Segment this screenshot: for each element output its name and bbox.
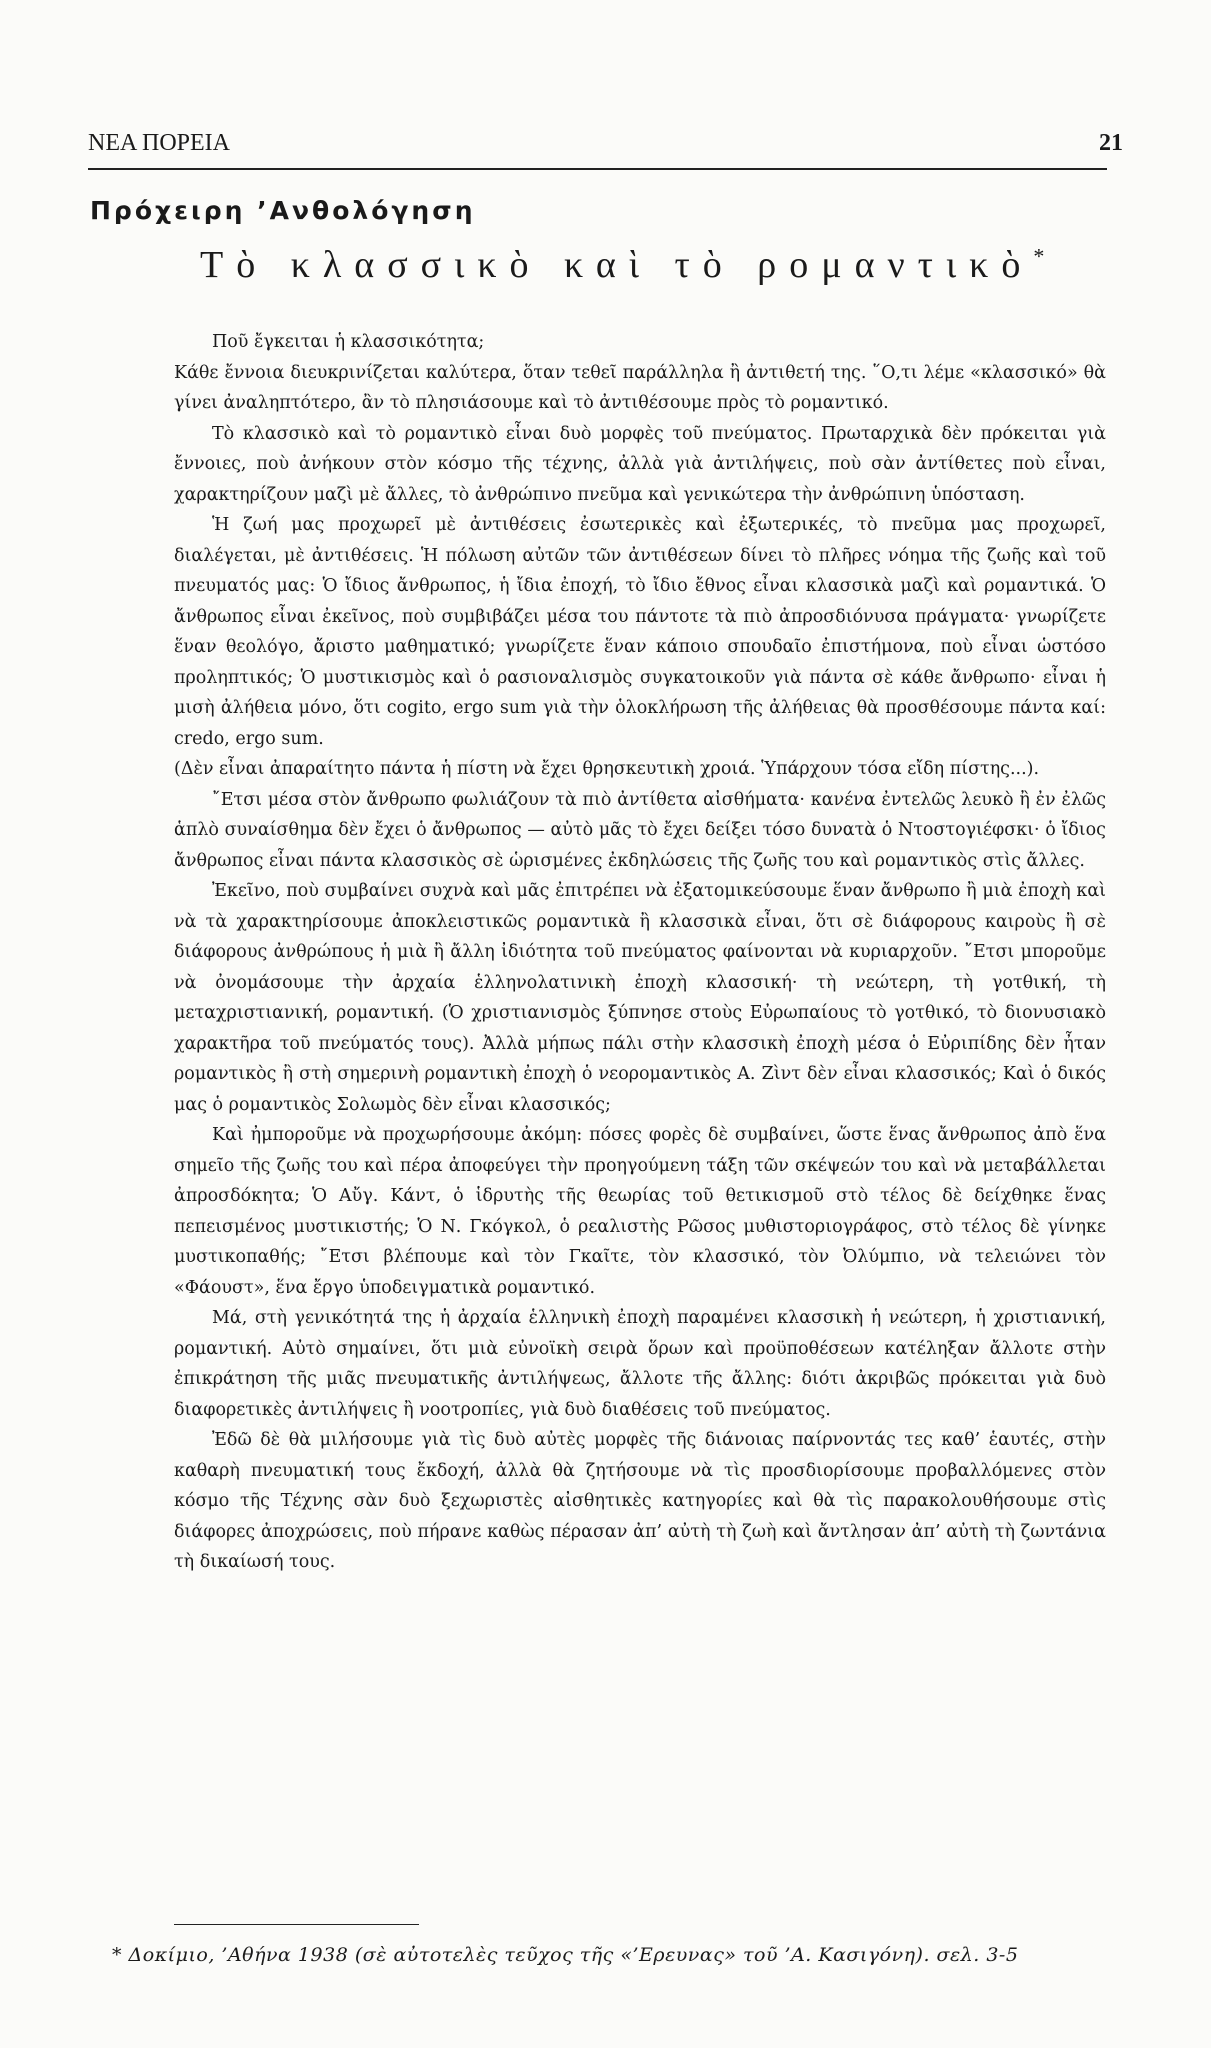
footnote-rule (174, 1924, 419, 1925)
paragraph: Ἡ ζωή μας προχωρεῖ μὲ ἀντιθέσεις ἐσωτερικὲς καὶ ἐξωτερικές, τὸ πνεῦμα μας προχωρεῖ, διαλέγεται, μὲ ἀντιθέσεις. Ἡ πόλωση αὐτῶν τῶν ἀντιθέσεων δίνει τὸ πλῆρες νόημα τῆς ζωῆς καὶ τοῦ πνευματός μας: Ὁ ἴδιος ἄνθρωπος, ἡ ἴδια ἐποχή, τὸ ἴδιο ἔθνος εἶναι κλασσικὰ μαζὶ καὶ ρομαντικά. Ὁ ἄνθρωπος εἶναι ἐκεῖνος, ποὺ συμβιβάζει μέσα του πάντοτε τὰ πιὸ ἀπροσδιόνυσα πράγματα· γνωρίζετε ἕναν θεολόγο, ἄριστο μαθηματικό; γνωρίζετε ἕναν κάποιο σπουδαῖο ἐπιστήμονα, ποὺ εἶναι ὡστόσο προληπτικός; Ὁ μυστικισμὸς καὶ ὁ ρασιοναλισμὸς συγκατοικοῦν γιὰ πάντα σὲ κάθε ἄνθρωπο· εἶναι ἡ μισὴ ἀλήθεια μόνο, ὅτι cogito, ergo sum γιὰ τὴν ὁλοκλήρωση τῆς ἀλήθειας θὰ προσθέσουμε πάντα καί: credo, ergo sum. (174, 515, 1106, 749)
paragraph: Κάθε ἔννοια διευκρινίζεται καλύτερα, ὅταν τεθεῖ παράλληλα ἢ ἀντιθετή της. ῞Ο,τι λέμε «κλασσικό» θὰ γίνει ἀναληπτότερο, ἂν τὸ πλησιάσουμε καὶ τὸ ἀντιθέσουμε πρὸς τὸ ρομαντικό. (174, 362, 1106, 413)
footnote: * Δοκίμιο, ’Αθήνα 1938 (σὲ αὐτοτελὲς τεῦχος τῆς «’Ερευνας» τοῦ ’Α. Κασιγόνη). σελ. 3-5 (112, 1944, 1019, 1966)
paragraph: ῎Ετσι μέσα στὸν ἄνθρωπο φωλιάζουν τὰ πιὸ ἀντίθετα αἰσθήματα· κανένα ἐντελῶς λευκὸ ἢ ἐν ἐλῶς ἁπλὸ συναίσθημα δὲν ἔχει ὁ ἄνθρωπος — αὐτὸ μᾶς τὸ ἔχει δείξει τόσο δυνατὰ ὁ Ντοστογιέφσκι· ὁ ἴδιος ἄνθρωπος εἶναι πάντα κλασσικὸς σὲ ὡρισμένες ἐκδηλώσεις τῆς ζωῆς του καὶ ρομαντικὸς στὶς ἄλλες. (174, 789, 1106, 871)
footnote-marker: * (1033, 243, 1045, 269)
section-title: Πρόχειρη ’Ανθολόγηση (90, 196, 476, 225)
paragraph: Ἐκεῖνο, ποὺ συμβαίνει συχνὰ καὶ μᾶς ἐπιτρέπει νὰ ἐξατομικεύσουμε ἕναν ἄνθρωπο ἢ μιὰ ἐποχὴ καὶ νὰ τὰ χαρακτηρίσουμε ἀποκλειστικῶς ρομαντικὰ ἢ κλασσικὰ εἶναι, ὅτι σὲ διάφορους καιροὺς ἢ σὲ διάφορους ἀνθρώπους ἡ μιὰ ἢ ἄλλη ἰδιότητα τοῦ πνεύματος φαίνονται νὰ κυριαρχοῦν. ῎Ετσι μποροῦμε νὰ ὀνομάσουμε τὴν ἀρχαία ἑλληνολατινικὴ ἐποχὴ κλασσική· τὴ νεώτερη, τὴ γοτθική, τὴ μεταχριστιανική, ρομαντική. (Ὁ χριστιανισμὸς ξύπνησε στοὺς Εὐρωπαίους τὸ γοτθικό, τὸ διονυσιακὸ χαρακτῆρα τοῦ πνεύματός τους). Ἀλλὰ μήπως πάλι στὴν κλασσικὴ ἐποχὴ μέσα ὁ Εὐριπίδης δὲν ἦταν ρομαντικὸς ἢ στὴ σημερινὴ ρομαντικὴ ἐποχὴ ὁ νεορομαντικὸς Α. Ζὶντ δὲν εἶναι κλασσικός; Καὶ ὁ δικός μας ὁ ρομαντικὸς Σολωμὸς δὲν εἶναι κλασσικός; (174, 881, 1106, 1115)
article-body (174, 327, 1106, 1578)
paragraph: Ἐδῶ δὲ θὰ μιλήσουμε γιὰ τὶς δυὸ αὐτὲς μορφὲς τῆς διάνοιας παίρνοντάς τες καθ’ ἑαυτές, στὴν καθαρὴ πνευματική τους ἔκδοχή, ἀλλὰ θὰ ζητήσουμε νὰ τὶς προσδιορίσουμε προβαλλόμενες στὸν κόσμο τῆς Τέχνης σὰν δυὸ ξεχωριστὲς αἰσθητικὲς κατηγορίες καὶ θὰ τὶς παρακολουθήσουμε στὶς διάφορες ἀποχρώσεις, ποὺ πήρανε καθὼς πέρασαν ἀπ’ αὐτὴ τὴ ζωὴ καὶ ἄντλησαν ἀπ’ αὐτὴ τὴ ζωντάνια τὴ δικαίωσή τους. (174, 1430, 1106, 1572)
running-head (88, 130, 1123, 157)
paragraph: (Δὲν εἶναι ἀπαραίτητο πάντα ἡ πίστη νὰ ἔχει θρησκευτικὴ χροιά. Ὑπάρχουν τόσα εἴδη πίστης...). (174, 759, 1040, 779)
journal-name: ΝΕΑ ΠΟΡΕΙΑ (88, 130, 230, 156)
page-number: 21 (1099, 130, 1123, 156)
paragraph: Καὶ ἠμποροῦμε νὰ προχωρήσουμε ἀκόμη: πόσες φορὲς δὲ συμβαίνει, ὥστε ἕνας ἄνθρωπος ἀπὸ ἕνα σημεῖο τῆς ζωῆς του καὶ πέρα ἀποφεύγει τὴν προηγούμενη τάξη τῶν σκέψεών του καὶ νὰ μεταβάλλεται ἀπροσδόκητα; Ὁ Αὔγ. Κάντ, ὁ ἱδρυτὴς τῆς θεωρίας τοῦ θετικισμοῦ στὸ τέλος δὲ δείχθηκε ἕνας πεπεισμένος μυστικιστής; Ὁ Ν. Γκόγκολ, ὁ ρεαλιστὴς Ρῶσος μυθιστοριογράφος, στὸ τέλος δὲ γίνηκε μυστικοπαθής; ῎Ετσι βλέπουμε καὶ τὸν Γκαῖτε, τὸν κλασσικό, τὸν Ὀλύμπιο, νὰ τελειώνει τὸν «Φάουστ», ἕνα ἔργο ὑποδειγματικὰ ρομαντικό. (174, 1125, 1106, 1298)
article-title (200, 243, 1044, 287)
paragraph: Ποῦ ἔγκειται ἡ κλασσικότητα; (212, 332, 485, 352)
header-rule (88, 168, 1107, 170)
paragraph: Μά, στὴ γενικότητά της ἡ ἀρχαία ἑλληνικὴ ἐποχὴ παραμένει κλασσικὴ ἡ νεώτερη, ἡ χριστιανική, ρομαντική. Αὐτὸ σημαίνει, ὅτι μιὰ εὐνοϊκὴ σειρὰ ὅρων καὶ προϋποθέσεων κατέληξαν ἄλλοτε στὴν ἐπικράτηση τῆς μιᾶς πνευματικῆς ἀντιλήψεως, ἄλλοτε τῆς ἄλλης: διότι ἀκριβῶς πρόκειται γιὰ δυὸ διαφορετικὲς ἀντιλήψεις ἢ νοοτροπίες, γιὰ δυὸ διαθέσεις τοῦ πνεύματος. (174, 1308, 1106, 1420)
paragraph: Τὸ κλασσικὸ καὶ τὸ ρομαντικὸ εἶναι δυὸ μορφὲς τοῦ πνεύματος. Πρωταρχικὰ δὲν πρόκειται γιὰ ἔννοιες, ποὺ ἀνήκουν στὸν κόσμο τῆς τέχνης, ἀλλὰ γιὰ ἀντιλήψεις, ποὺ σὰν ἀντίθετες ποὺ εἶναι, χαρακτηρίζουν μαζὶ μὲ ἄλλες, τὸ ἀνθρώπινο πνεῦμα καὶ γενικώτερα τὴν ἀνθρώπινη ὑπόσταση. (174, 423, 1106, 505)
article-title-text: Τὸ κλασσικὸ καὶ τὸ ρομαντικὸ (200, 244, 1034, 286)
